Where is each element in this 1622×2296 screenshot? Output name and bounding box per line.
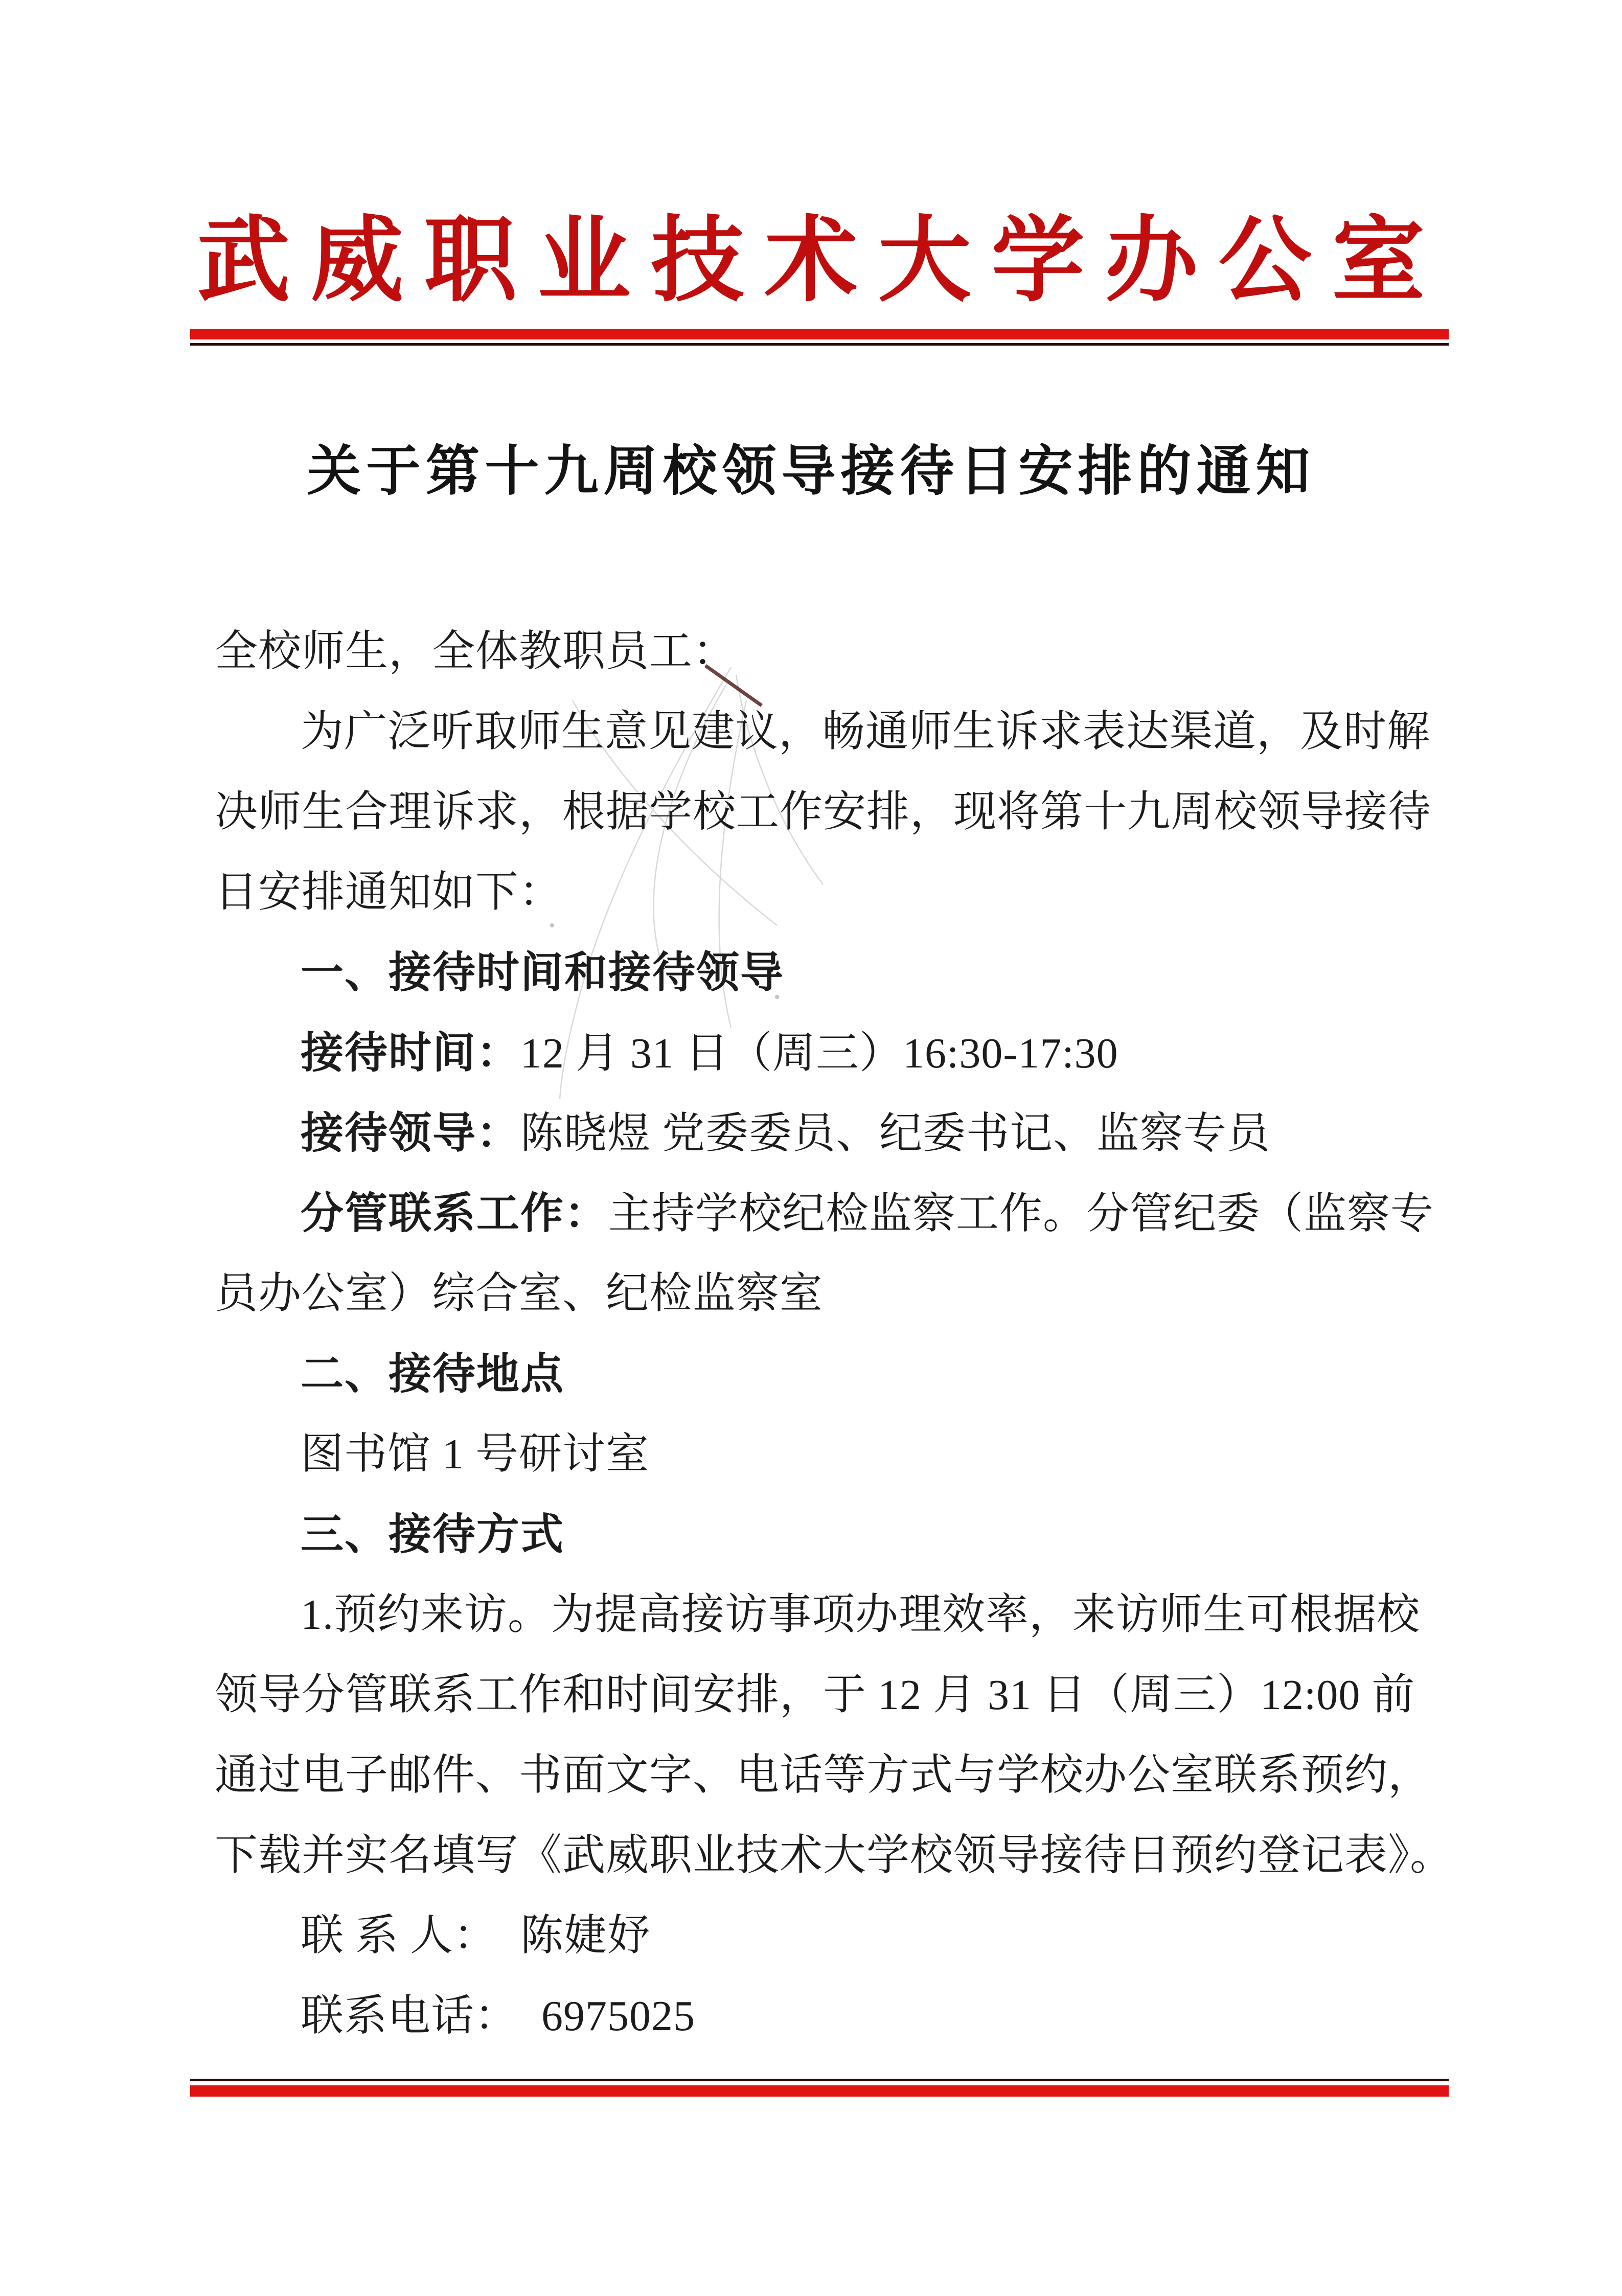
reception-leader-label: 接待领导：: [301, 1109, 521, 1157]
document-body: [215, 611, 1454, 2056]
footer-rule-red: [190, 2085, 1449, 2097]
contact-person-value: 陈婕妤: [520, 1912, 651, 1960]
contact-person-label: 联 系 人：: [301, 1912, 497, 1960]
notice-title: 关于第十九周校领导接待日安排的通知: [307, 442, 1315, 502]
reception-time-value: 12 月 31 日（周三）16:30-17:30: [520, 1030, 1118, 1077]
duty-value-line1: 主持学校纪检监察工作。分管纪委（监察专: [608, 1190, 1434, 1238]
reception-location: 图书馆 1 号研讨室: [301, 1430, 650, 1478]
contact-phone-label: 联系电话：: [301, 1992, 518, 2040]
intro-line-2: 决师生合理诉求，根据学校工作安排，现将第十九周校领导接待: [215, 788, 1432, 836]
contact-phone-line: [215, 1976, 1442, 2056]
section3-heading: 三、接待方式: [301, 1510, 565, 1558]
reception-time-line: [215, 1013, 1442, 1093]
duty-line-2: 员办公室）综合室、纪检监察室: [215, 1270, 824, 1317]
contact-phone-value: 6975025: [541, 1992, 696, 2040]
letterhead-rule-dark: [190, 343, 1449, 346]
intro-line-3: 日安排通知如下：: [215, 869, 563, 916]
footer-rule-dark: [190, 2079, 1449, 2081]
salutation: 全校师生，全体教职员工：: [215, 628, 737, 675]
reception-leader-value: 陈晓煜 党委委员、纪委书记、监察专员: [520, 1110, 1271, 1157]
contact-person-line: [215, 1896, 1442, 1976]
method-line-1: 1.预约来访。为提高接访事项办理效率，来访师生可根据校: [301, 1591, 1421, 1639]
section1-heading: 一、接待时间和接待领导: [301, 948, 785, 996]
letterhead-title: 武威职业技术大学办公室: [197, 210, 1446, 313]
method-line-2: 领导分管联系工作和时间安排，于 12 月 31 日（周三）12:00 前: [215, 1671, 1415, 1719]
duty-label: 分管联系工作：: [301, 1189, 609, 1237]
intro-line-1: 为广泛听取师生意见建议，畅通师生诉求表达渠道，及时解: [301, 708, 1431, 756]
letterhead-rule-red: [190, 329, 1449, 339]
section2-heading: 二、接待地点: [301, 1350, 565, 1398]
reception-leader-line: [215, 1093, 1442, 1173]
method-line-4: 下载并实名填写《武威职业技术大学校领导接待日预约登记表》。: [215, 1832, 1454, 1879]
method-line-3: 通过电子邮件、书面文字、电话等方式与学校办公室联系预约，: [215, 1752, 1432, 1799]
reception-time-label: 接待时间：: [301, 1029, 521, 1077]
duty-line-1: [215, 1173, 1442, 1254]
